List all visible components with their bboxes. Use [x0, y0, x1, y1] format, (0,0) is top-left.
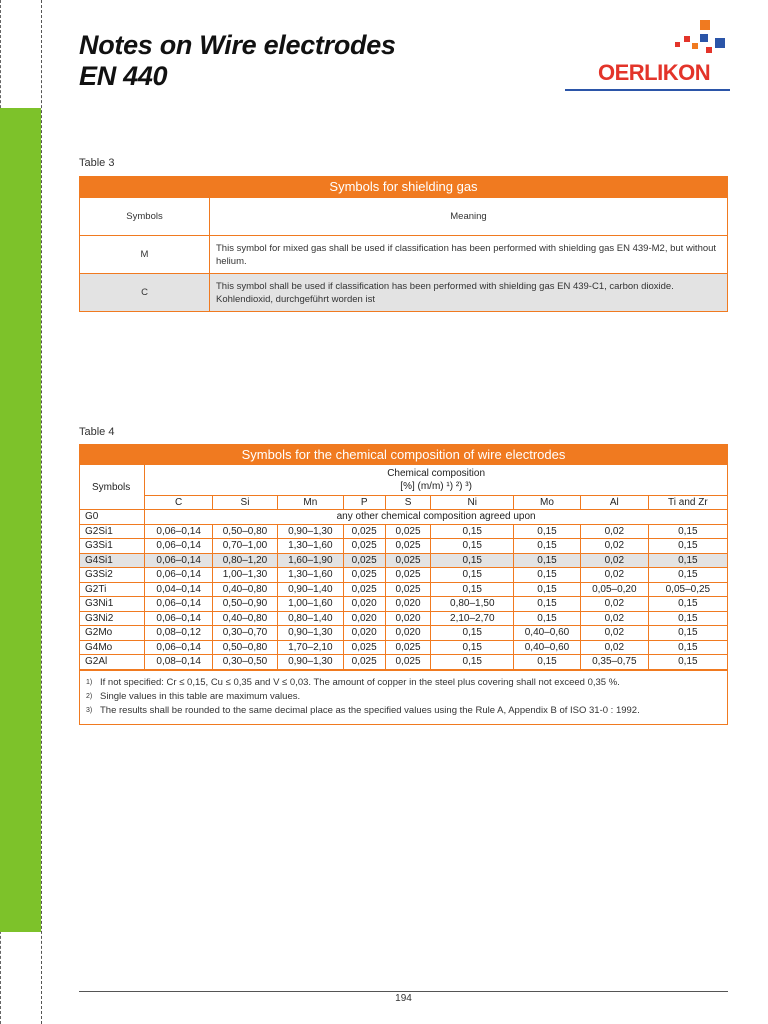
logo-square: [706, 47, 712, 53]
table-row: [80, 553, 727, 568]
value-cell: 0,15: [431, 568, 514, 583]
table3-symbol-cell: C: [80, 274, 210, 311]
value-cell: 0,06–0,14: [145, 568, 213, 583]
value-cell: 0,025: [385, 524, 431, 539]
table4-footnotes: [80, 670, 727, 724]
page-number: 194: [395, 993, 412, 1004]
value-cell: 0,08–0,12: [145, 626, 213, 641]
table3-caption: Table 3: [79, 157, 115, 169]
value-cell: 0,06–0,14: [145, 611, 213, 626]
value-cell: 0,90–1,30: [277, 626, 343, 641]
value-cell: 0,30–0,70: [213, 626, 278, 641]
table-row: [80, 510, 727, 525]
value-cell: 0,15: [648, 611, 727, 626]
value-cell: 0,025: [343, 640, 385, 655]
value-cell: 0,025: [343, 539, 385, 554]
value-cell: 0,025: [385, 568, 431, 583]
symbol-cell: G3Ni2: [80, 611, 145, 626]
value-cell: 0,35–0,75: [580, 655, 648, 670]
symbol-cell: G3Si2: [80, 568, 145, 583]
value-cell: 0,020: [385, 597, 431, 612]
value-cell: 0,15: [514, 611, 581, 626]
value-cell: 1,00–1,30: [213, 568, 278, 583]
element-header-cell: Ni: [431, 495, 514, 510]
value-cell: 0,05–0,20: [580, 582, 648, 597]
value-cell: 0,08–0,14: [145, 655, 213, 670]
value-cell: 0,025: [343, 655, 385, 670]
symbol-cell: G0: [80, 510, 145, 525]
element-header-cell: P: [343, 495, 385, 510]
value-cell: 0,02: [580, 553, 648, 568]
value-cell: 0,025: [385, 553, 431, 568]
side-color-bar: [0, 108, 41, 932]
element-header-cell: Mo: [514, 495, 581, 510]
value-cell: 0,02: [580, 626, 648, 641]
element-header-cell: Ti and Zr: [648, 495, 727, 510]
table-row: [80, 597, 727, 612]
value-cell: 0,025: [343, 524, 385, 539]
value-cell: 0,15: [431, 640, 514, 655]
value-cell: 0,15: [431, 539, 514, 554]
table4-header-row: [80, 465, 727, 495]
value-cell: 0,06–0,14: [145, 553, 213, 568]
value-cell: 0,15: [514, 582, 581, 597]
value-cell: 0,40–0,80: [213, 611, 278, 626]
table3-symbol-cell: M: [80, 236, 210, 273]
symbol-cell: G2Si1: [80, 524, 145, 539]
table-row: [80, 611, 727, 626]
symbol-cell: G3Si1: [80, 539, 145, 554]
value-cell: 0,06–0,14: [145, 524, 213, 539]
value-cell: 0,15: [648, 568, 727, 583]
table3-title: Symbols for shielding gas: [80, 177, 727, 197]
element-header-row: [80, 495, 727, 510]
table3-meaning-cell: This symbol shall be used if classification has been performed with shielding gas EN 439-C1, carbon dioxide. Kohlendioxid, durchgeführt worden ist: [216, 280, 674, 305]
value-cell: 0,025: [385, 640, 431, 655]
table-row: [80, 626, 727, 641]
value-cell: 0,15: [648, 655, 727, 670]
value-cell: 0,15: [514, 655, 581, 670]
value-cell: 0,80–1,50: [431, 597, 514, 612]
symbol-cell: G3Ni1: [80, 597, 145, 612]
table-row: [80, 655, 727, 670]
chem-composition-header: [145, 465, 727, 495]
value-cell: 0,04–0,14: [145, 582, 213, 597]
value-cell: 0,06–0,14: [145, 539, 213, 554]
footnote-text: If not specified: Cr ≤ 0,15, Cu ≤ 0,35 and V ≤ 0,03. The amount of copper in the steel plus covering shall not exceed 0,35 %.: [100, 676, 620, 688]
shielding-gas-table: [79, 176, 728, 312]
value-cell: 0,025: [385, 539, 431, 554]
value-cell: 1,60–1,90: [277, 553, 343, 568]
oerlikon-logo-text: OERLIKON: [598, 60, 711, 85]
logo-square: [715, 38, 725, 48]
table3-col-meaning: Meaning: [450, 211, 487, 222]
value-cell: 0,15: [514, 539, 581, 554]
g0-description: any other chemical composition agreed upon: [145, 510, 727, 525]
page-title-line2: EN 440: [79, 61, 168, 91]
page-title: [79, 30, 396, 92]
value-cell: 0,80–1,40: [277, 611, 343, 626]
logo-square: [684, 36, 690, 42]
page-title-line1: Notes on Wire electrodes: [79, 30, 396, 60]
value-cell: 0,40–0,80: [213, 582, 278, 597]
value-cell: 0,020: [343, 611, 385, 626]
value-cell: 0,02: [580, 524, 648, 539]
value-cell: 0,02: [580, 568, 648, 583]
symbol-cell: G2Mo: [80, 626, 145, 641]
footnote-text: The results shall be rounded to the same decimal place as the specified values using the Rule A, Appendix B of ISO 31-0 : 1992.: [100, 704, 640, 716]
table3-meaning-cell: This symbol for mixed gas shall be used if classification has been performed with shielding gas EN 439-M2, but without helium.: [216, 242, 717, 267]
value-cell: 1,30–1,60: [277, 539, 343, 554]
value-cell: 0,02: [580, 539, 648, 554]
value-cell: 1,30–1,60: [277, 568, 343, 583]
value-cell: 0,025: [343, 553, 385, 568]
element-header-cell: Si: [213, 495, 278, 510]
value-cell: 0,15: [514, 597, 581, 612]
value-cell: 0,80–1,20: [213, 553, 278, 568]
table4-caption: Table 4: [79, 426, 115, 438]
table3-header-row: [80, 197, 727, 235]
chem-header-line1: Chemical composition: [387, 467, 486, 479]
table4-title: Symbols for the chemical composition of wire electrodes: [80, 445, 727, 465]
table4-col-symbols: Symbols: [80, 465, 145, 510]
footnote-mark: 1): [86, 678, 93, 686]
table-row: [80, 582, 727, 597]
footnote-mark: 3): [86, 706, 93, 714]
logo-square: [700, 20, 710, 30]
value-cell: 0,50–0,90: [213, 597, 278, 612]
chemical-composition-table: [79, 444, 728, 725]
margin-guide-line: [41, 0, 42, 1024]
table3-col-symbols: Symbols: [80, 198, 210, 235]
element-header-cell: Mn: [277, 495, 343, 510]
table-row: [80, 235, 727, 273]
value-cell: 0,025: [343, 582, 385, 597]
value-cell: 0,02: [580, 640, 648, 655]
value-cell: 0,15: [431, 626, 514, 641]
symbol-cell: G4Mo: [80, 640, 145, 655]
value-cell: 0,020: [343, 626, 385, 641]
value-cell: 0,15: [514, 568, 581, 583]
value-cell: 0,025: [343, 568, 385, 583]
element-header-cell: S: [385, 495, 431, 510]
value-cell: 0,15: [648, 539, 727, 554]
symbol-cell: G4Si1: [80, 553, 145, 568]
footnote: [86, 690, 719, 704]
value-cell: 0,40–0,60: [514, 640, 581, 655]
value-cell: 0,30–0,50: [213, 655, 278, 670]
value-cell: 0,15: [648, 626, 727, 641]
footnote: [86, 676, 719, 690]
value-cell: 0,02: [580, 611, 648, 626]
value-cell: 0,15: [514, 524, 581, 539]
table-row: [80, 273, 727, 311]
value-cell: 0,15: [648, 524, 727, 539]
chem-header-line2: [%] (m/m) ¹) ²) ³): [400, 480, 472, 492]
footnote-mark: 2): [86, 692, 93, 700]
footnote-text: Single values in this table are maximum values.: [100, 690, 301, 702]
value-cell: 1,70–2,10: [277, 640, 343, 655]
logo-square: [675, 42, 680, 47]
value-cell: 1,00–1,60: [277, 597, 343, 612]
value-cell: 0,15: [431, 655, 514, 670]
logo-square: [692, 43, 698, 49]
value-cell: 0,90–1,30: [277, 524, 343, 539]
value-cell: 0,025: [385, 655, 431, 670]
value-cell: 0,025: [385, 582, 431, 597]
composition-grid: [80, 465, 727, 670]
value-cell: 0,020: [343, 597, 385, 612]
table-row: [80, 524, 727, 539]
value-cell: 0,15: [431, 553, 514, 568]
value-cell: 0,90–1,30: [277, 655, 343, 670]
table-row: [80, 640, 727, 655]
element-header-cell: C: [145, 495, 213, 510]
logo-underline: [565, 89, 730, 91]
value-cell: 0,15: [514, 553, 581, 568]
footnote: [86, 704, 719, 718]
value-cell: 0,70–1,00: [213, 539, 278, 554]
table-row: [80, 539, 727, 554]
value-cell: 0,50–0,80: [213, 640, 278, 655]
value-cell: 0,020: [385, 626, 431, 641]
value-cell: 0,06–0,14: [145, 597, 213, 612]
value-cell: 0,90–1,40: [277, 582, 343, 597]
value-cell: 0,020: [385, 611, 431, 626]
value-cell: 0,40–0,60: [514, 626, 581, 641]
value-cell: 2,10–2,70: [431, 611, 514, 626]
value-cell: 0,15: [431, 582, 514, 597]
value-cell: 0,15: [648, 597, 727, 612]
value-cell: 0,50–0,80: [213, 524, 278, 539]
element-header-cell: Al: [580, 495, 648, 510]
value-cell: 0,15: [648, 553, 727, 568]
value-cell: 0,06–0,14: [145, 640, 213, 655]
symbol-cell: G2Ti: [80, 582, 145, 597]
value-cell: 0,15: [648, 640, 727, 655]
logo-square: [700, 34, 708, 42]
footer-rule: [79, 991, 728, 992]
composition-rows: [80, 524, 727, 669]
symbol-cell: G2Al: [80, 655, 145, 670]
table-row: [80, 568, 727, 583]
value-cell: 0,02: [580, 597, 648, 612]
value-cell: 0,15: [431, 524, 514, 539]
value-cell: 0,05–0,25: [648, 582, 727, 597]
